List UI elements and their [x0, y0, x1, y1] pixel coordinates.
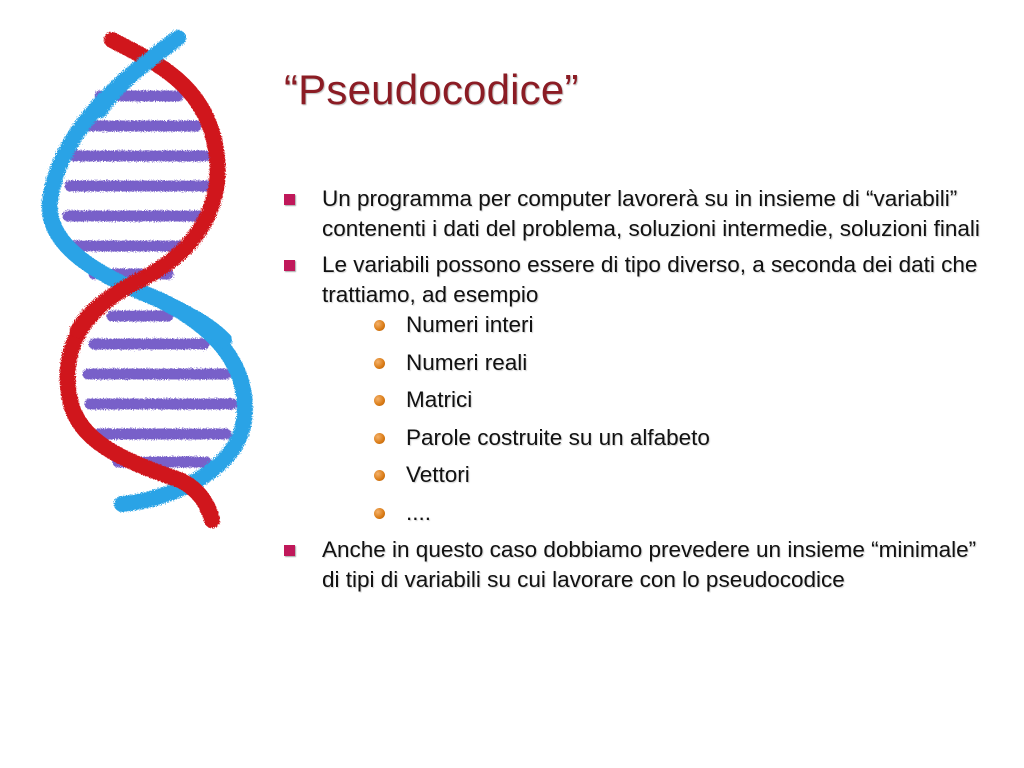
round-bullet-icon — [374, 320, 385, 331]
square-bullet-icon — [284, 545, 295, 556]
bullet-item — [284, 250, 984, 528]
round-bullet-icon — [374, 395, 385, 406]
sub-bullet-text: Numeri reali — [406, 349, 528, 375]
dna-helix-illustration — [0, 0, 290, 560]
sub-bullet-text: Vettori — [406, 462, 470, 487]
round-bullet-icon — [374, 470, 385, 481]
bullet-text: Anche in questo caso dobbiamo prevedere un insieme “minimale” di tipi di variabili su cui lavorare con lo pseudocodice — [322, 537, 977, 592]
round-bullet-icon — [374, 358, 385, 369]
square-bullet-icon — [284, 194, 295, 205]
sub-bullet-text: Numeri interi — [406, 312, 534, 337]
sub-bullet-item — [322, 460, 984, 490]
slide-body — [284, 184, 984, 601]
bullet-text: Un programma per computer lavorerà su in insieme di “variabili” contenenti i dati del problema, soluzioni intermedie, soluzioni finali — [322, 186, 980, 241]
round-bullet-icon — [374, 508, 385, 519]
sub-bullet-text: Matrici — [406, 387, 473, 412]
sub-bullet-item — [322, 310, 984, 340]
sub-bullet-item — [322, 348, 984, 378]
square-bullet-icon — [284, 260, 295, 271]
slide-title: “Pseudocodice” — [284, 66, 579, 113]
sub-bullet-list — [322, 310, 984, 528]
sub-bullet-item — [322, 385, 984, 415]
round-bullet-icon — [374, 433, 385, 444]
bullet-text: Le variabili possono essere di tipo diverso, a seconda dei dati che trattiamo, ad esempio — [322, 252, 978, 307]
bullet-list — [284, 184, 984, 595]
sub-bullet-text: Parole costruite su un alfabeto — [406, 424, 710, 450]
sub-bullet-text: .... — [406, 499, 432, 525]
sub-bullet-item — [322, 498, 984, 528]
bullet-item — [284, 184, 984, 244]
sub-bullet-item — [322, 423, 984, 453]
bullet-item — [284, 535, 984, 595]
